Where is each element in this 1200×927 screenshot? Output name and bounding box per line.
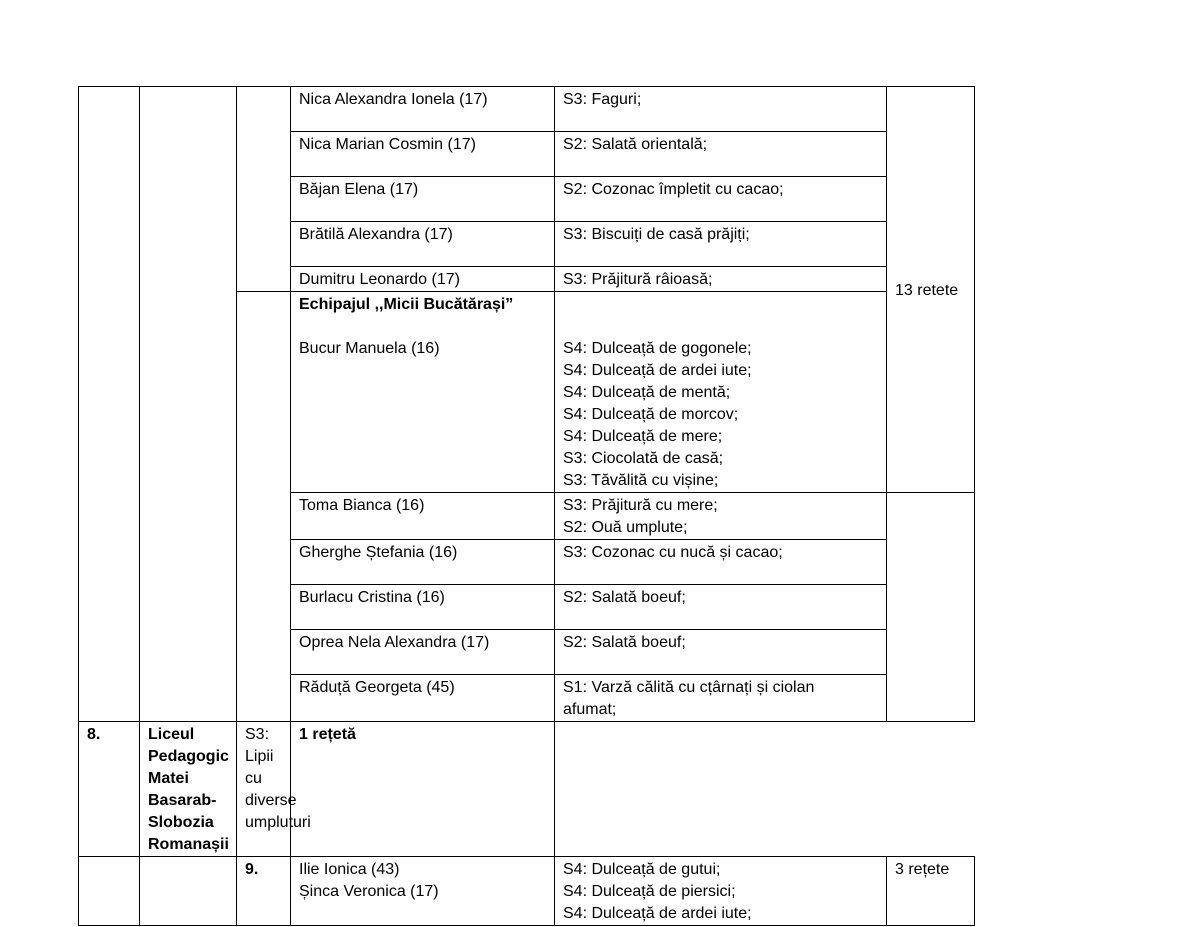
participant-name: Brătilă Alexandra (17): [291, 222, 555, 267]
table-row: [79, 87, 975, 132]
recipe-cell: [555, 857, 887, 926]
recipe-cell: S3: Cozonac cu nucă și cacao;: [555, 540, 887, 585]
recipe-cell: S3: Prăjitură râioasă;: [555, 267, 887, 292]
recipe-cell: [555, 493, 887, 540]
recipe-line: afumat;: [563, 701, 617, 718]
recipe-cell: S2: Salată boeuf;: [555, 585, 887, 630]
recipe-line: S4: Dulceață de piersici;: [563, 883, 736, 900]
recipe-line: S4: Dulceață de mentă;: [563, 384, 731, 401]
school-line: Slobozia: [148, 814, 214, 831]
row-number: 9.: [237, 857, 291, 926]
empty-cell: [140, 857, 237, 926]
school-name: [140, 722, 237, 857]
recipe-cell: S3: Faguri;: [555, 87, 887, 132]
empty-cell: [887, 493, 975, 722]
recipe-line: S4: Dulceață de mere;: [563, 428, 723, 445]
empty-cell: [237, 87, 291, 292]
recipe-line: S3: Prăjitură cu mere;: [563, 497, 718, 514]
participant-name: Băjan Elena (17): [291, 177, 555, 222]
recipe-cell: S2: Cozonac împletit cu cacao;: [555, 177, 887, 222]
recipe-table: [78, 86, 975, 926]
participant-name: Nica Marian Cosmin (17): [291, 132, 555, 177]
empty-cell: [79, 857, 140, 926]
empty-cell: [79, 87, 140, 722]
participant-name: Toma Bianca (16): [291, 493, 555, 540]
table-row: [79, 857, 975, 926]
spacer: [299, 316, 546, 338]
participant-name: Nica Alexandra Ionela (17): [291, 87, 555, 132]
table-row: [79, 722, 975, 857]
group-total: [887, 87, 975, 493]
recipe-line: S4: Dulceață de ardei iute;: [563, 905, 752, 922]
empty-cell: [140, 87, 237, 722]
recipe-total: 1 rețetă: [291, 722, 555, 857]
recipe-line: S3: Ciocolată de casă;: [563, 450, 724, 467]
spacer: [563, 294, 878, 316]
team-name: Echipajul ,,Micii Bucătărași”: [299, 296, 514, 313]
participant-name: [291, 857, 555, 926]
participant-name: Gherghe Ștefania (16): [291, 540, 555, 585]
recipe-line: S2: Ouă umplute;: [563, 519, 688, 536]
participant-name: Răduță Georgeta (45): [291, 675, 555, 722]
row-number: 8.: [79, 722, 140, 857]
recipe-line: S4: Dulceață de gogonele;: [563, 340, 752, 357]
recipe-cell: S2: Salată boeuf;: [555, 630, 887, 675]
empty-cell: [237, 292, 291, 722]
recipe-cell: S2: Salată orientală;: [555, 132, 887, 177]
recipe-line: S4: Dulceață de ardei iute;: [563, 362, 752, 379]
group-total-text: 13 retete: [895, 281, 959, 299]
recipe-cell: S3: Biscuiți de casă prăjiți;: [555, 222, 887, 267]
recipe-total: 3 rețete: [887, 857, 975, 926]
recipe-line: S4: Dulceață de gutui;: [563, 861, 721, 878]
participant-name-text: Ilie Ionica (43): [299, 861, 400, 878]
participant-name: Dumitru Leonardo (17): [291, 267, 555, 292]
recipe-cell: S3: Lipii cu diverse umpluturi: [237, 722, 291, 857]
school-line: Liceul Pedagogic Matei Basarab-: [148, 726, 229, 809]
recipe-line: S3: Tăvălită cu vișine;: [563, 472, 719, 489]
recipe-cell: [555, 292, 887, 493]
participant-name-text: Șinca Veronica (17): [299, 883, 439, 900]
team-line: Romanașii: [148, 836, 229, 853]
recipe-line: S4: Dulceață de morcov;: [563, 406, 739, 423]
participant-name: [291, 292, 555, 493]
participant-name: Burlacu Cristina (16): [291, 585, 555, 630]
participant-name: Oprea Nela Alexandra (17): [291, 630, 555, 675]
recipe-cell: [555, 675, 887, 722]
spacer: [563, 316, 878, 338]
recipe-line: S1: Varză călită cu cțârnați și ciolan: [563, 679, 815, 696]
participant-name-text: Bucur Manuela (16): [299, 340, 440, 357]
